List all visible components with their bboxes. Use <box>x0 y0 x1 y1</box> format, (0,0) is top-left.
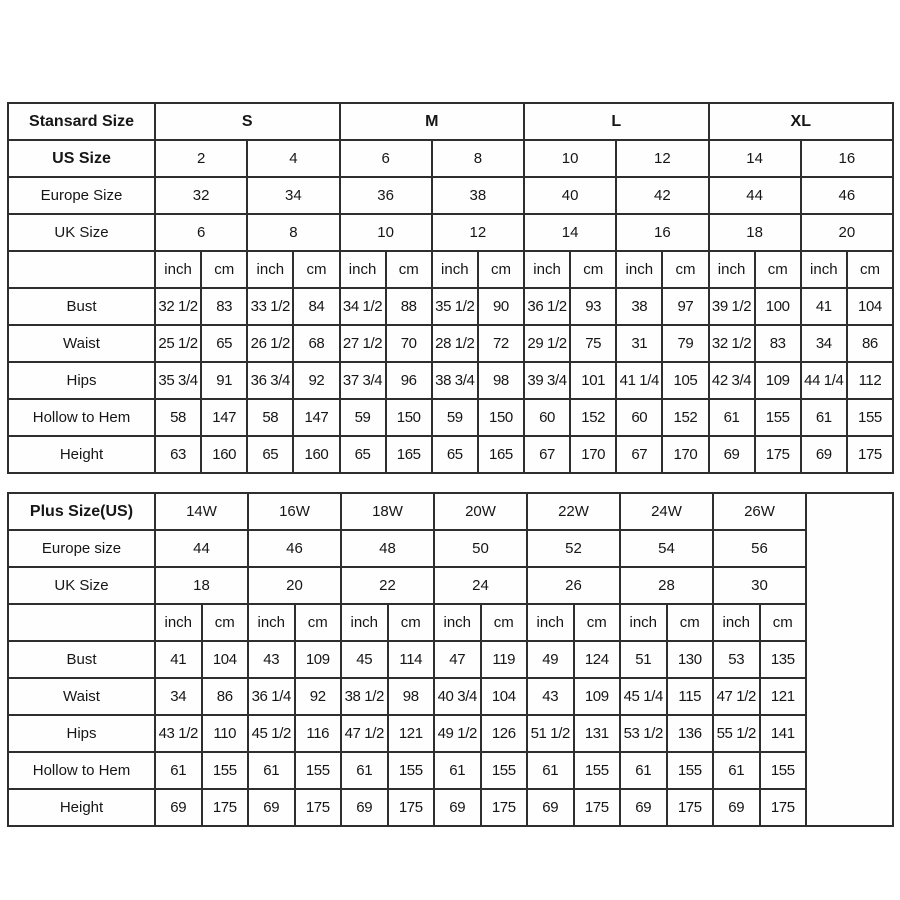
measurement-value-cell: 83 <box>755 325 801 362</box>
conversion-value-cell: 18 <box>155 567 248 604</box>
measurement-value-cell: 175 <box>667 789 714 826</box>
measurement-row-label: Waist <box>8 678 155 715</box>
conversion-value-cell: 44 <box>709 177 801 214</box>
conversion-value-cell: 50 <box>434 530 527 567</box>
measurement-value-cell: 44 1/4 <box>801 362 847 399</box>
conversion-value-cell: 38 <box>432 177 524 214</box>
measurement-value-cell: 136 <box>667 715 714 752</box>
unit-header-row <box>8 604 893 641</box>
conversion-row <box>8 530 893 567</box>
measurement-row-label: Waist <box>8 325 155 362</box>
measurement-value-cell: 175 <box>481 789 528 826</box>
plus-size-table-container <box>7 492 894 827</box>
measurement-value-cell: 49 1/2 <box>434 715 481 752</box>
measurement-value-cell: 33 1/2 <box>247 288 293 325</box>
conversion-value-cell: 20 <box>801 214 893 251</box>
measurement-value-cell: 61 <box>248 752 295 789</box>
measurement-value-cell: 175 <box>295 789 342 826</box>
measurement-value-cell: 155 <box>760 752 807 789</box>
unit-header-cell: cm <box>570 251 616 288</box>
measurement-row <box>8 399 893 436</box>
measurement-value-cell: 75 <box>570 325 616 362</box>
measurement-value-cell: 90 <box>478 288 524 325</box>
measurement-value-cell: 34 <box>801 325 847 362</box>
measurement-value-cell: 51 <box>620 641 667 678</box>
size-group-header: L <box>524 103 709 140</box>
measurement-value-cell: 131 <box>574 715 621 752</box>
measurement-row-label: Bust <box>8 641 155 678</box>
measurement-row <box>8 325 893 362</box>
conversion-value-cell: 2 <box>155 140 247 177</box>
measurement-row-label: Hips <box>8 362 155 399</box>
measurement-row <box>8 789 893 826</box>
unit-row-label-cell <box>8 604 155 641</box>
conversion-value-cell: 46 <box>801 177 893 214</box>
measurement-value-cell: 175 <box>202 789 249 826</box>
measurement-value-cell: 69 <box>527 789 574 826</box>
measurement-value-cell: 65 <box>432 436 478 473</box>
measurement-value-cell: 41 1/4 <box>616 362 662 399</box>
unit-header-cell: cm <box>386 251 432 288</box>
measurement-value-cell: 37 3/4 <box>340 362 386 399</box>
measurement-value-cell: 155 <box>295 752 342 789</box>
measurement-value-cell: 155 <box>481 752 528 789</box>
unit-header-cell: inch <box>155 251 201 288</box>
conversion-value-cell: 18 <box>709 214 801 251</box>
measurement-value-cell: 36 3/4 <box>247 362 293 399</box>
measurement-value-cell: 58 <box>247 399 293 436</box>
measurement-row-label: Hips <box>8 715 155 752</box>
size-group-header: 18W <box>341 493 434 530</box>
unit-header-cell: inch <box>524 251 570 288</box>
size-group-header: 14W <box>155 493 248 530</box>
measurement-value-cell: 152 <box>662 399 708 436</box>
conversion-row-label: Europe size <box>8 530 155 567</box>
measurement-value-cell: 61 <box>434 752 481 789</box>
conversion-row <box>8 177 893 214</box>
measurement-value-cell: 155 <box>755 399 801 436</box>
measurement-value-cell: 38 <box>616 288 662 325</box>
standard-size-table <box>7 102 894 474</box>
unit-header-cell: inch <box>340 251 386 288</box>
measurement-value-cell: 91 <box>201 362 247 399</box>
measurement-value-cell: 61 <box>713 752 760 789</box>
measurement-row-label: Bust <box>8 288 155 325</box>
measurement-value-cell: 65 <box>201 325 247 362</box>
conversion-value-cell: 16 <box>801 140 893 177</box>
measurement-value-cell: 43 1/2 <box>155 715 202 752</box>
unit-header-cell: cm <box>388 604 435 641</box>
size-group-header: 16W <box>248 493 341 530</box>
measurement-value-cell: 112 <box>847 362 893 399</box>
measurement-value-cell: 69 <box>248 789 295 826</box>
measurement-value-cell: 155 <box>847 399 893 436</box>
measurement-value-cell: 67 <box>616 436 662 473</box>
measurement-value-cell: 65 <box>247 436 293 473</box>
unit-header-cell: inch <box>616 251 662 288</box>
measurement-row <box>8 752 893 789</box>
size-group-header: 22W <box>527 493 620 530</box>
measurement-value-cell: 65 <box>340 436 386 473</box>
measurement-row <box>8 641 893 678</box>
conversion-value-cell: 44 <box>155 530 248 567</box>
measurement-value-cell: 41 <box>801 288 847 325</box>
measurement-value-cell: 92 <box>295 678 342 715</box>
measurement-value-cell: 26 1/2 <box>247 325 293 362</box>
conversion-value-cell: 48 <box>341 530 434 567</box>
conversion-value-cell: 26 <box>527 567 620 604</box>
measurement-value-cell: 135 <box>760 641 807 678</box>
conversion-value-cell: 32 <box>155 177 247 214</box>
measurement-value-cell: 104 <box>481 678 528 715</box>
measurement-value-cell: 70 <box>386 325 432 362</box>
unit-header-cell: inch <box>620 604 667 641</box>
measurement-value-cell: 84 <box>293 288 339 325</box>
measurement-value-cell: 101 <box>570 362 616 399</box>
measurement-value-cell: 109 <box>295 641 342 678</box>
unit-header-cell: inch <box>434 604 481 641</box>
measurement-value-cell: 69 <box>713 789 760 826</box>
conversion-value-cell: 8 <box>432 140 524 177</box>
conversion-value-cell: 10 <box>340 214 432 251</box>
size-group-header: 26W <box>713 493 806 530</box>
measurement-value-cell: 170 <box>662 436 708 473</box>
measurement-value-cell: 110 <box>202 715 249 752</box>
conversion-value-cell: 24 <box>434 567 527 604</box>
measurement-value-cell: 53 <box>713 641 760 678</box>
measurement-value-cell: 28 1/2 <box>432 325 478 362</box>
measurement-value-cell: 175 <box>760 789 807 826</box>
measurement-value-cell: 61 <box>801 399 847 436</box>
measurement-value-cell: 69 <box>341 789 388 826</box>
unit-header-cell: inch <box>713 604 760 641</box>
conversion-value-cell: 12 <box>432 214 524 251</box>
measurement-value-cell: 45 1/2 <box>248 715 295 752</box>
measurement-value-cell: 152 <box>570 399 616 436</box>
measurement-value-cell: 115 <box>667 678 714 715</box>
measurement-value-cell: 36 1/2 <box>524 288 570 325</box>
conversion-value-cell: 30 <box>713 567 806 604</box>
unit-header-cell: cm <box>755 251 801 288</box>
measurement-value-cell: 39 1/2 <box>709 288 755 325</box>
measurement-value-cell: 175 <box>574 789 621 826</box>
measurement-value-cell: 69 <box>434 789 481 826</box>
conversion-value-cell: 12 <box>616 140 708 177</box>
measurement-value-cell: 126 <box>481 715 528 752</box>
measurement-value-cell: 41 <box>155 641 202 678</box>
unit-header-cell: cm <box>202 604 249 641</box>
measurement-value-cell: 69 <box>620 789 667 826</box>
conversion-value-cell: 16 <box>616 214 708 251</box>
unit-header-cell: inch <box>432 251 478 288</box>
measurement-value-cell: 165 <box>478 436 524 473</box>
size-group-header: XL <box>709 103 894 140</box>
measurement-value-cell: 147 <box>201 399 247 436</box>
unit-header-cell: inch <box>248 604 295 641</box>
measurement-value-cell: 155 <box>388 752 435 789</box>
conversion-value-cell: 28 <box>620 567 713 604</box>
measurement-value-cell: 58 <box>155 399 201 436</box>
measurement-row <box>8 288 893 325</box>
measurement-value-cell: 61 <box>709 399 755 436</box>
conversion-value-cell: 22 <box>341 567 434 604</box>
measurement-value-cell: 155 <box>202 752 249 789</box>
measurement-value-cell: 36 1/4 <box>248 678 295 715</box>
measurement-value-cell: 43 <box>527 678 574 715</box>
measurement-value-cell: 60 <box>524 399 570 436</box>
measurement-value-cell: 25 1/2 <box>155 325 201 362</box>
conversion-row-label: US Size <box>8 140 155 177</box>
table-header-row <box>8 103 893 140</box>
conversion-value-cell: 54 <box>620 530 713 567</box>
measurement-value-cell: 31 <box>616 325 662 362</box>
measurement-value-cell: 47 1/2 <box>713 678 760 715</box>
measurement-value-cell: 49 <box>527 641 574 678</box>
measurement-value-cell: 155 <box>574 752 621 789</box>
conversion-row-label: Europe Size <box>8 177 155 214</box>
measurement-value-cell: 53 1/2 <box>620 715 667 752</box>
conversion-value-cell: 42 <box>616 177 708 214</box>
unit-header-cell: inch <box>709 251 755 288</box>
measurement-value-cell: 83 <box>201 288 247 325</box>
measurement-value-cell: 116 <box>295 715 342 752</box>
measurement-value-cell: 61 <box>341 752 388 789</box>
measurement-value-cell: 60 <box>616 399 662 436</box>
measurement-row-label: Height <box>8 789 155 826</box>
measurement-value-cell: 130 <box>667 641 714 678</box>
standard-size-table-container <box>7 102 894 474</box>
measurement-value-cell: 34 <box>155 678 202 715</box>
measurement-value-cell: 104 <box>202 641 249 678</box>
measurement-value-cell: 59 <box>432 399 478 436</box>
unit-header-cell: inch <box>341 604 388 641</box>
measurement-value-cell: 51 1/2 <box>527 715 574 752</box>
conversion-value-cell: 8 <box>247 214 339 251</box>
measurement-value-cell: 175 <box>847 436 893 473</box>
measurement-value-cell: 67 <box>524 436 570 473</box>
measurement-value-cell: 104 <box>847 288 893 325</box>
measurement-value-cell: 175 <box>755 436 801 473</box>
measurement-value-cell: 55 1/2 <box>713 715 760 752</box>
measurement-value-cell: 97 <box>662 288 708 325</box>
measurement-value-cell: 109 <box>755 362 801 399</box>
unit-header-cell: cm <box>667 604 714 641</box>
unit-header-cell: cm <box>662 251 708 288</box>
conversion-value-cell: 36 <box>340 177 432 214</box>
conversion-row <box>8 214 893 251</box>
size-group-header: S <box>155 103 340 140</box>
unit-header-cell: cm <box>847 251 893 288</box>
measurement-value-cell: 141 <box>760 715 807 752</box>
conversion-row <box>8 140 893 177</box>
measurement-value-cell: 150 <box>386 399 432 436</box>
plus-size-table <box>7 492 894 827</box>
measurement-value-cell: 29 1/2 <box>524 325 570 362</box>
unit-header-cell: cm <box>293 251 339 288</box>
measurement-value-cell: 69 <box>155 789 202 826</box>
measurement-value-cell: 79 <box>662 325 708 362</box>
measurement-row <box>8 678 893 715</box>
unit-header-cell: inch <box>527 604 574 641</box>
measurement-value-cell: 32 1/2 <box>709 325 755 362</box>
measurement-value-cell: 109 <box>574 678 621 715</box>
measurement-value-cell: 88 <box>386 288 432 325</box>
unit-header-cell: cm <box>201 251 247 288</box>
measurement-value-cell: 59 <box>340 399 386 436</box>
measurement-row-label: Hollow to Hem <box>8 752 155 789</box>
unit-header-cell: cm <box>760 604 807 641</box>
measurement-value-cell: 155 <box>667 752 714 789</box>
unit-header-cell: inch <box>155 604 202 641</box>
measurement-value-cell: 61 <box>527 752 574 789</box>
unit-header-cell: cm <box>478 251 524 288</box>
measurement-value-cell: 86 <box>202 678 249 715</box>
measurement-row <box>8 715 893 752</box>
measurement-value-cell: 165 <box>386 436 432 473</box>
unit-header-cell: cm <box>295 604 342 641</box>
conversion-value-cell: 6 <box>155 214 247 251</box>
conversion-value-cell: 40 <box>524 177 616 214</box>
measurement-value-cell: 175 <box>388 789 435 826</box>
measurement-value-cell: 45 <box>341 641 388 678</box>
size-group-header: M <box>340 103 525 140</box>
measurement-value-cell: 170 <box>570 436 616 473</box>
conversion-value-cell: 34 <box>247 177 339 214</box>
conversion-value-cell: 10 <box>524 140 616 177</box>
conversion-value-cell: 46 <box>248 530 341 567</box>
measurement-row-label: Height <box>8 436 155 473</box>
size-group-header: 20W <box>434 493 527 530</box>
measurement-value-cell: 69 <box>801 436 847 473</box>
table-header-row <box>8 493 893 530</box>
measurement-value-cell: 86 <box>847 325 893 362</box>
measurement-value-cell: 68 <box>293 325 339 362</box>
corner-label-cell: Plus Size(US) <box>8 493 155 530</box>
measurement-value-cell: 34 1/2 <box>340 288 386 325</box>
measurement-row-label: Hollow to Hem <box>8 399 155 436</box>
measurement-value-cell: 40 3/4 <box>434 678 481 715</box>
conversion-value-cell: 20 <box>248 567 341 604</box>
measurement-value-cell: 35 1/2 <box>432 288 478 325</box>
unit-row-label-cell <box>8 251 155 288</box>
measurement-value-cell: 35 3/4 <box>155 362 201 399</box>
measurement-value-cell: 92 <box>293 362 339 399</box>
conversion-value-cell: 6 <box>340 140 432 177</box>
measurement-value-cell: 42 3/4 <box>709 362 755 399</box>
measurement-value-cell: 96 <box>386 362 432 399</box>
measurement-value-cell: 47 <box>434 641 481 678</box>
size-group-header: 24W <box>620 493 713 530</box>
measurement-value-cell: 160 <box>293 436 339 473</box>
measurement-value-cell: 61 <box>155 752 202 789</box>
measurement-value-cell: 63 <box>155 436 201 473</box>
conversion-row <box>8 567 893 604</box>
measurement-value-cell: 98 <box>388 678 435 715</box>
measurement-value-cell: 43 <box>248 641 295 678</box>
measurement-value-cell: 32 1/2 <box>155 288 201 325</box>
measurement-value-cell: 98 <box>478 362 524 399</box>
measurement-value-cell: 114 <box>388 641 435 678</box>
conversion-value-cell: 52 <box>527 530 620 567</box>
unit-header-row <box>8 251 893 288</box>
measurement-value-cell: 72 <box>478 325 524 362</box>
measurement-value-cell: 121 <box>760 678 807 715</box>
measurement-value-cell: 105 <box>662 362 708 399</box>
measurement-value-cell: 47 1/2 <box>341 715 388 752</box>
measurement-value-cell: 119 <box>481 641 528 678</box>
measurement-value-cell: 147 <box>293 399 339 436</box>
measurement-value-cell: 69 <box>709 436 755 473</box>
measurement-value-cell: 38 1/2 <box>341 678 388 715</box>
measurement-value-cell: 100 <box>755 288 801 325</box>
measurement-value-cell: 61 <box>620 752 667 789</box>
unit-header-cell: cm <box>574 604 621 641</box>
measurement-value-cell: 38 3/4 <box>432 362 478 399</box>
conversion-value-cell: 4 <box>247 140 339 177</box>
empty-column-cell <box>806 493 893 826</box>
conversion-value-cell: 14 <box>524 214 616 251</box>
measurement-row <box>8 362 893 399</box>
unit-header-cell: inch <box>247 251 293 288</box>
unit-header-cell: cm <box>481 604 528 641</box>
conversion-value-cell: 14 <box>709 140 801 177</box>
measurement-value-cell: 124 <box>574 641 621 678</box>
measurement-value-cell: 27 1/2 <box>340 325 386 362</box>
measurement-row <box>8 436 893 473</box>
corner-label-cell: Stansard Size <box>8 103 155 140</box>
measurement-value-cell: 121 <box>388 715 435 752</box>
conversion-value-cell: 56 <box>713 530 806 567</box>
measurement-value-cell: 45 1/4 <box>620 678 667 715</box>
measurement-value-cell: 39 3/4 <box>524 362 570 399</box>
measurement-value-cell: 93 <box>570 288 616 325</box>
unit-header-cell: inch <box>801 251 847 288</box>
measurement-value-cell: 150 <box>478 399 524 436</box>
conversion-row-label: UK Size <box>8 567 155 604</box>
measurement-value-cell: 160 <box>201 436 247 473</box>
conversion-row-label: UK Size <box>8 214 155 251</box>
